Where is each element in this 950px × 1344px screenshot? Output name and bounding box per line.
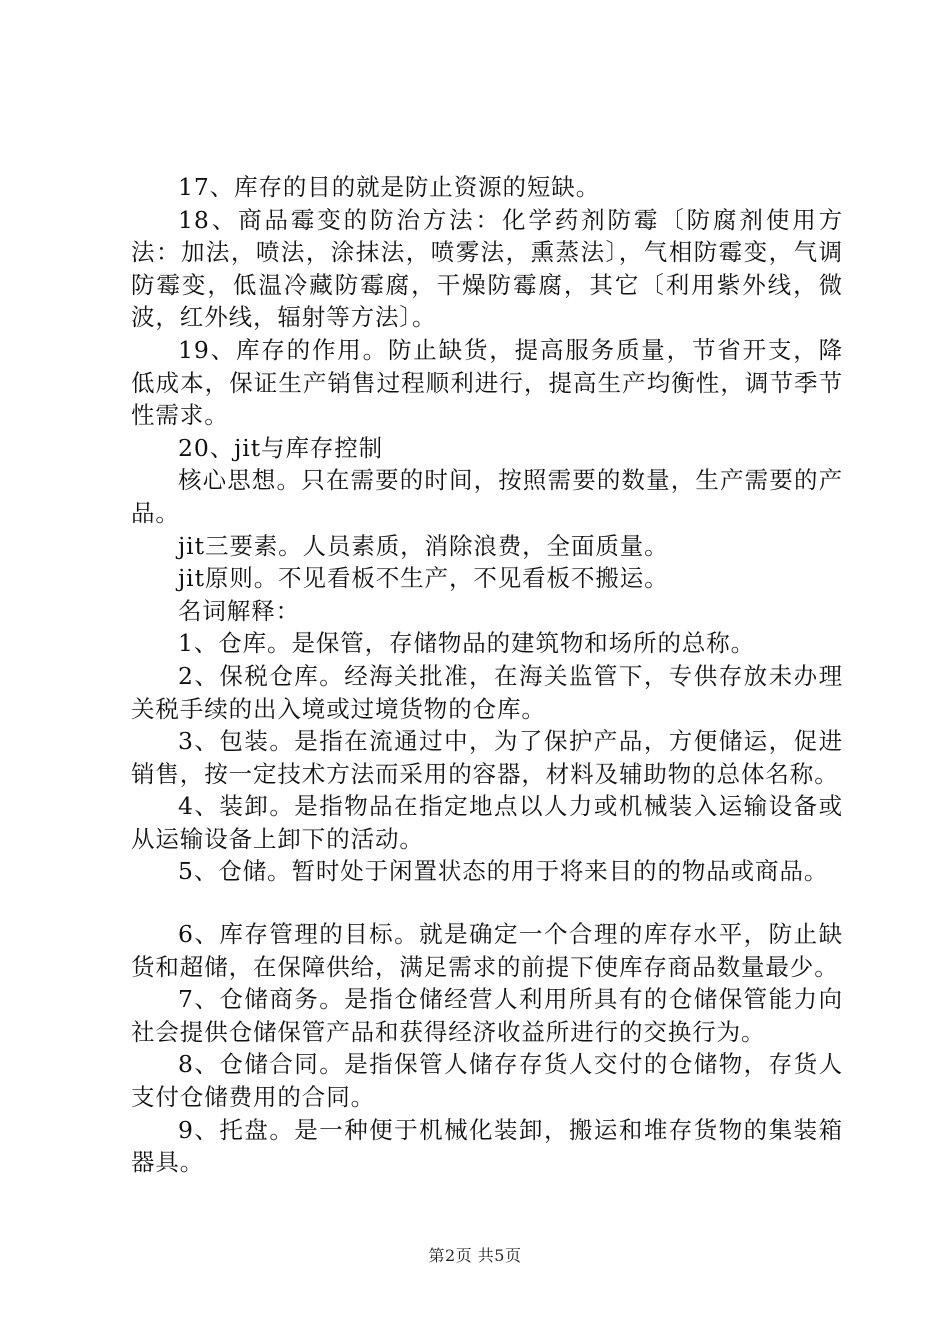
- paragraph-20-heading: 20、jit与库存控制: [178, 433, 384, 462]
- term-3-packaging: 3、包装。是指在流通过中，为了保护产品，方便储运，促进销售，按一定技术方法而采用的容器，材料及辅助物的总体名称。: [131, 727, 843, 788]
- document-body: [131, 171, 843, 1179]
- term-7-storage-business: 7、仓储商务。是指仓储经营人利用所具有的仓储保管能力向社会提供仓储保管产品和获得经济收益所进行的交换行为。: [131, 985, 843, 1046]
- term-1-warehouse: 1、仓库。是保管，存储物品的建筑物和场所的总称。: [178, 629, 756, 658]
- term-9-pallet: 9、托盘。是一种便于机械化装卸，搬运和堆存货物的集装箱器具。: [131, 1115, 843, 1177]
- paragraph-core-idea: 核心思想。只在需要的时间，按照需要的数量，生产需要的产品。: [131, 466, 843, 527]
- paragraph-18: 18、商品霉变的防治方法：化学药剂防霉〔防腐剂使用方法：加法，喷法，涂抹法，喷雾法，熏蒸法〕，气相防霉变，气调防霉变，低温冷藏防霉腐，干燥防霉腐，其它〔利用紫外线，微波，红外线，辐射等方法〕。: [131, 205, 843, 332]
- term-5-storage: 5、仓储。暂时处于闲置状态的用于将来目的的物品或商品。: [178, 857, 829, 886]
- paragraph-gap: [131, 888, 843, 918]
- paragraph-19: 19、库存的作用。防止缺货，提高服务质量，节省开支，降低成本，保证生产销售过程顺利进行，提高生产均衡性，调节季节性需求。: [131, 335, 843, 430]
- term-4-loading: 4、装卸。是指物品在指定地点以人力或机械装入运输设备或从运输设备上卸下的活动。: [131, 792, 843, 853]
- term-2-bonded-warehouse: 2、保税仓库。经海关批准，在海关监管下，专供存放未办理关税手续的出入境或过境货物的仓库。: [131, 661, 843, 723]
- paragraph-jit-principle: jit原则。不见看板不生产，不见看板不搬运。: [178, 564, 669, 593]
- section-heading-terms: 名词解释：: [178, 596, 300, 625]
- paragraph-17: 17、库存的目的就是防止资源的短缺。: [178, 173, 601, 201]
- term-6-inventory-goal: 6、库存管理的目标。就是确定一个合理的库存水平，防止缺货和超储，在保障供给，满足需求的前提下使库存商品数量最少。: [131, 920, 843, 981]
- page-number-footer: 第2页 共5页: [428, 1246, 522, 1265]
- paragraph-jit-elements: jit三要素。人员素质，消除浪费，全面质量。: [178, 531, 669, 560]
- term-8-storage-contract: 8、仓储合同。是指保管人储存存货人交付的仓储物，存货人支付仓储费用的合同。: [131, 1050, 843, 1112]
